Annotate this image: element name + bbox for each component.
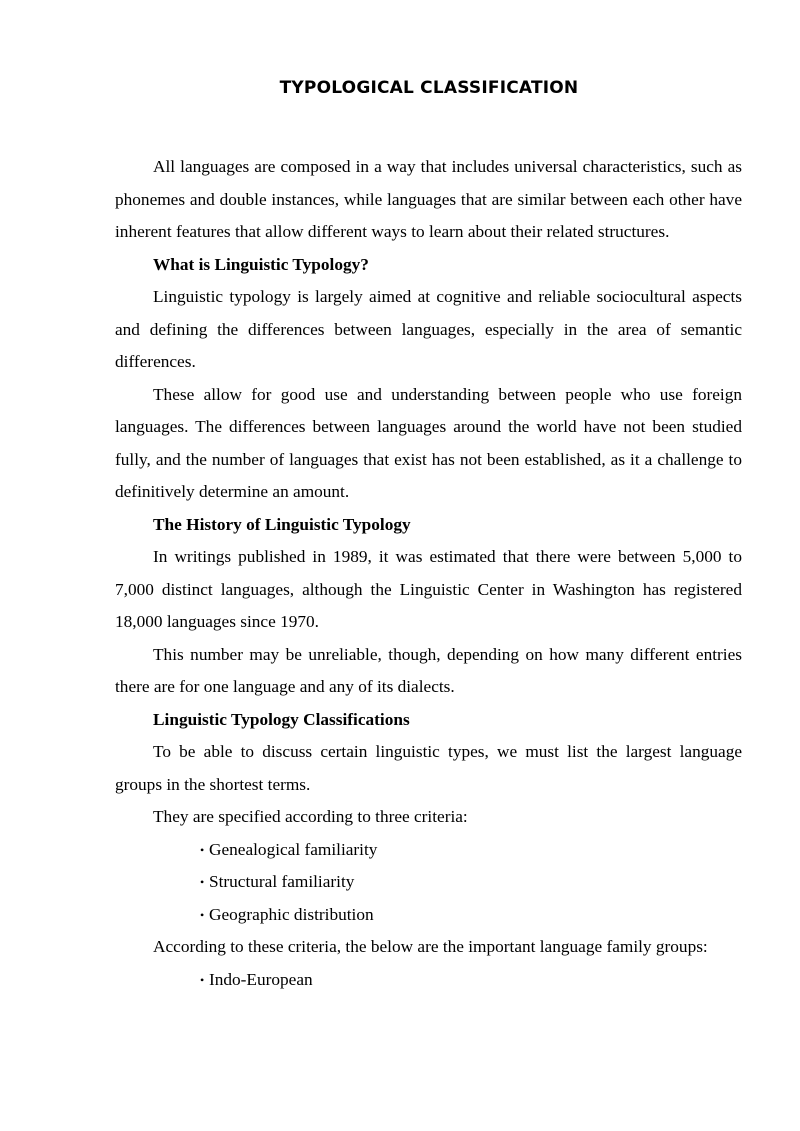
section-heading-history: The History of Linguistic Typology bbox=[153, 514, 411, 534]
classifications-paragraph-2: They are specified according to three criteria: bbox=[153, 807, 468, 826]
section-heading-what-is-linguistic-typology: What is Linguistic Typology? bbox=[153, 254, 369, 274]
list-item bbox=[115, 866, 742, 899]
list-item bbox=[115, 964, 742, 997]
history-paragraph-1: In writings published in 1989, it was estimated that there were between 5,000 to 7,000 distinct languages, although the Linguistic Center in Washington has registered 18,000 languages since 1970. bbox=[115, 547, 742, 631]
criteria-list bbox=[115, 834, 742, 932]
list-item bbox=[115, 899, 742, 932]
document-title: TYPOLOGICAL CLASSIFICATION bbox=[279, 78, 579, 98]
section-heading-classifications: Linguistic Typology Classifications bbox=[153, 709, 410, 729]
bullet-icon: • bbox=[200, 907, 205, 922]
bullet-icon: • bbox=[200, 842, 205, 857]
criteria-item-label: Structural familiarity bbox=[209, 872, 355, 891]
family-item-label: Indo-European bbox=[209, 969, 313, 989]
what-paragraph-2: These allow for good use and understanding between people who use foreign languages. The differences between languages around the world have not been studied fully, and the number of languages that exist has not been established, as it a challenge to definitively determine an amount. bbox=[115, 384, 742, 501]
classifications-paragraph-3: According to these criteria, the below are the important language family groups: bbox=[153, 937, 708, 956]
classifications-paragraph-1: To be able to discuss certain linguistic types, we must list the largest language groups in the shortest terms. bbox=[115, 742, 742, 794]
criteria-item-label: Geographic distribution bbox=[209, 904, 374, 924]
criteria-item-label: Genealogical familiarity bbox=[209, 839, 378, 859]
list-item bbox=[115, 834, 742, 867]
bullet-icon: • bbox=[200, 875, 205, 889]
intro-paragraph: All languages are composed in a way that includes universal characteristics, such as phonemes and double instances, while languages that are similar between each other have inherent features that allow different ways to learn about their related structures. bbox=[115, 157, 742, 241]
what-paragraph-1: Linguistic typology is largely aimed at cognitive and reliable sociocultural aspects and defining the differences between languages, especially in the area of semantic differences. bbox=[115, 287, 742, 371]
history-paragraph-2: This number may be unreliable, though, depending on how many different entries there are for one language and any of its dialects. bbox=[115, 644, 742, 696]
families-list bbox=[115, 964, 742, 997]
bullet-icon: • bbox=[200, 972, 205, 987]
document-body bbox=[115, 151, 742, 996]
